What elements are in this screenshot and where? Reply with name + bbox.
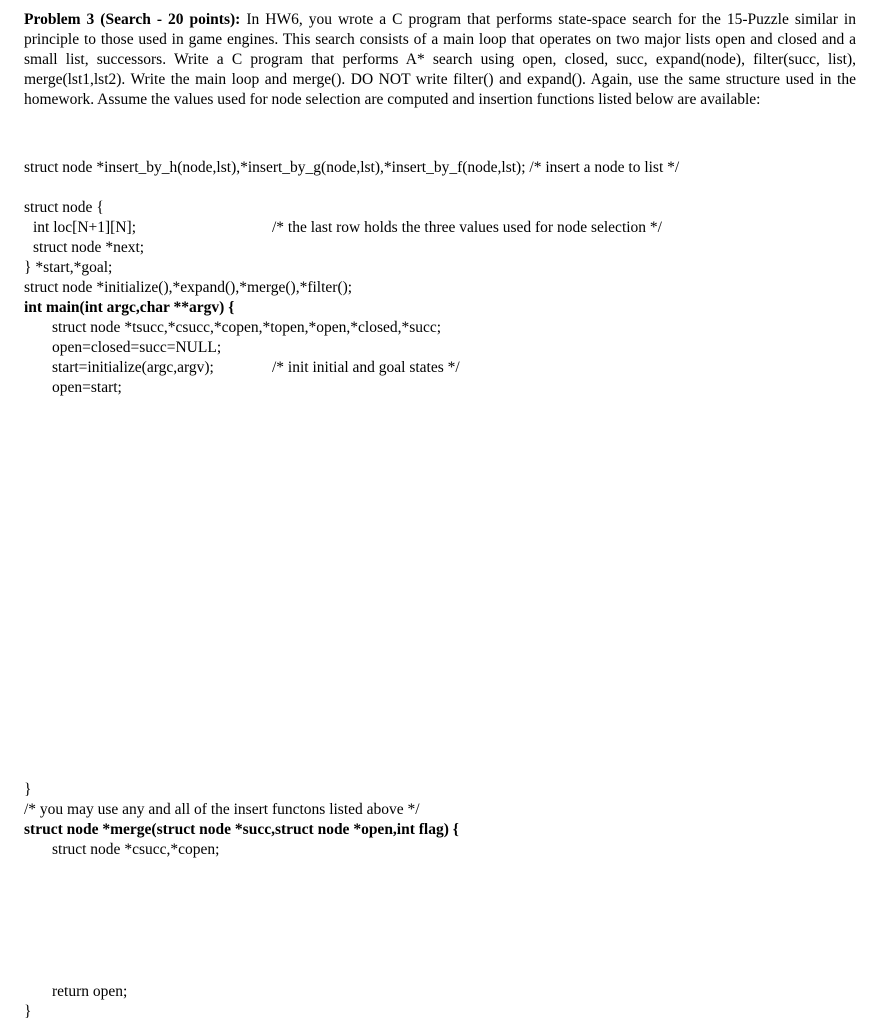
main-variables-line: struct node *tsucc,*csucc,*copen,*topen,*open,*closed,*succ; <box>52 319 442 336</box>
next-field-line: struct node *next; <box>33 239 145 256</box>
problem-heading: Problem 3 (Search - 20 points): <box>24 11 241 28</box>
insert-functions-declaration: struct node *insert_by_h(node,lst),*insert_by_g(node,lst),*insert_by_f(node,lst); /* insert a node to list */ <box>24 159 680 176</box>
main-initialize-line: start=initialize(argc,argv); <box>52 359 214 376</box>
loc-field-line: int loc[N+1][N]; <box>33 219 137 236</box>
struct-open-line: struct node { <box>24 199 104 216</box>
problem-body: In HW6, you wrote a C program that performs state-space search for the 15-Puzzle similar in principle to those used in game engines. This search consists of a main loop that operates on two major lists open and closed and a small list, successors. Write a C program that performs A* search using open, closed, succ, expand(node), filter(succ, list), merge(lst1,lst2). Write the main loop and merge(). DO NOT write filter() and expand(). Again, use the same structure used in the homework. Assume the values used for node selection are computed and insertion functions listed below are available: <box>24 11 856 108</box>
merge-return-line: return open; <box>52 983 128 1000</box>
main-open-start-line: open=start; <box>52 379 122 396</box>
merge-comment-line: /* you may use any and all of the insert functons listed above */ <box>24 801 420 818</box>
main-signature-line: int main(int argc,char **argv) { <box>24 299 235 316</box>
loc-field-comment: /* the last row holds the three values used for node selection */ <box>272 219 662 236</box>
main-close-brace: } <box>24 781 32 798</box>
merge-close-brace: } <box>24 1003 32 1020</box>
problem-statement <box>24 10 856 110</box>
main-null-init-line: open=closed=succ=NULL; <box>52 339 222 356</box>
struct-close-line: } *start,*goal; <box>24 259 113 276</box>
merge-variables-line: struct node *csucc,*copen; <box>52 841 220 858</box>
merge-signature-line: struct node *merge(struct node *succ,struct node *open,int flag) { <box>24 821 459 838</box>
main-initialize-comment: /* init initial and goal states */ <box>272 359 460 376</box>
function-declarations-line: struct node *initialize(),*expand(),*merge(),*filter(); <box>24 279 353 296</box>
